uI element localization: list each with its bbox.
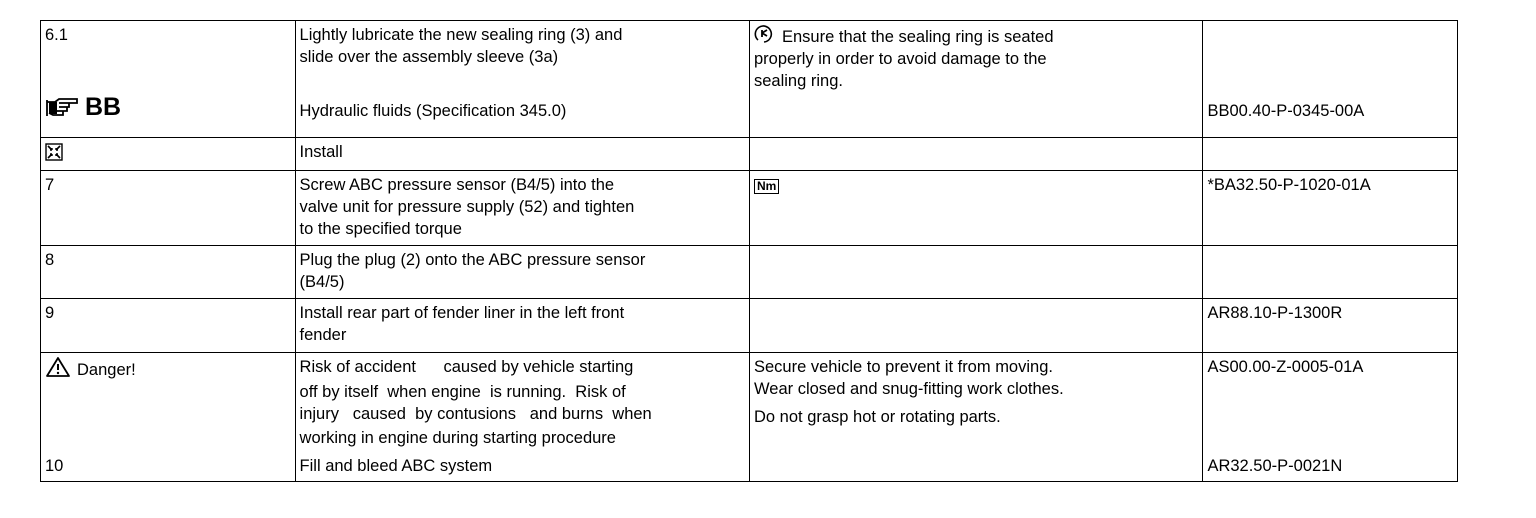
instruction-line: Lightly lubricate the new sealing ring (3) and bbox=[299, 26, 623, 44]
note-cell bbox=[750, 138, 1203, 171]
note-cell bbox=[750, 246, 1203, 299]
instruction-line: Plug the plug (2) onto the ABC pressure sensor bbox=[299, 251, 646, 269]
note-cell bbox=[750, 353, 1203, 482]
torque-icon: Nm bbox=[754, 179, 779, 194]
reference-link[interactable]: AR32.50-P-0021N bbox=[1207, 457, 1343, 475]
danger-text-line: injury caused by contusions and burns when bbox=[299, 405, 652, 423]
note-line: sealing ring. bbox=[754, 72, 843, 90]
note-cell bbox=[750, 21, 1203, 138]
step-cell bbox=[41, 171, 296, 246]
step-cell bbox=[41, 138, 296, 171]
safety-note: Do not grasp hot or rotating parts. bbox=[754, 408, 1001, 426]
table-row bbox=[41, 246, 1458, 299]
instruction-line: slide over the assembly sleeve (3a) bbox=[299, 48, 559, 66]
instruction-cell bbox=[295, 246, 749, 299]
instruction-line: Screw ABC pressure sensor (B4/5) into the bbox=[299, 176, 615, 194]
danger-text-line: off by itself when engine is running. Risk of bbox=[299, 383, 626, 401]
reference-link[interactable]: AS00.00-Z-0005-01A bbox=[1207, 358, 1364, 376]
danger-label: Danger! bbox=[77, 361, 136, 379]
instruction-cell bbox=[295, 171, 749, 246]
note-circle-icon bbox=[754, 24, 776, 44]
bb-label: BB bbox=[85, 93, 122, 121]
instruction-line: Install rear part of fender liner in the left front bbox=[299, 304, 625, 322]
safety-note: Wear closed and snug-fitting work clothes. bbox=[754, 380, 1064, 398]
instruction-line: fender bbox=[299, 326, 347, 344]
procedure-table bbox=[40, 20, 1458, 482]
step-number: 6.1 bbox=[45, 26, 68, 44]
table-row bbox=[41, 171, 1458, 246]
table-row bbox=[41, 299, 1458, 353]
reference-link[interactable]: AR88.10-P-1300R bbox=[1207, 304, 1343, 322]
note-cell bbox=[750, 171, 1203, 246]
step-number: 9 bbox=[45, 304, 55, 322]
instruction-cell bbox=[295, 21, 749, 138]
danger-label-row bbox=[45, 356, 290, 381]
note-line: properly in order to avoid damage to the bbox=[754, 50, 1047, 68]
instruction-line: (B4/5) bbox=[299, 273, 345, 291]
step-cell bbox=[41, 21, 296, 138]
instruction-line: Fill and bleed ABC system bbox=[299, 457, 493, 475]
step-cell bbox=[41, 353, 296, 482]
reference-cell bbox=[1203, 246, 1458, 299]
safety-note: Secure vehicle to prevent it from moving. bbox=[754, 358, 1053, 376]
reference-link[interactable]: BB00.40-P-0345-00A bbox=[1207, 102, 1365, 120]
step-cell bbox=[41, 246, 296, 299]
instruction-line: valve unit for pressure supply (52) and tighten bbox=[299, 198, 635, 216]
note-cell bbox=[750, 299, 1203, 353]
warning-triangle-icon bbox=[45, 356, 71, 378]
fluid-spec: Hydraulic fluids (Specification 345.0) bbox=[299, 102, 567, 120]
instruction-line: to the specified torque bbox=[299, 220, 462, 238]
danger-text-line: Risk of accident caused by vehicle starting bbox=[299, 358, 634, 376]
instruction-cell bbox=[295, 138, 749, 171]
instruction-cell bbox=[295, 353, 749, 482]
reference-link[interactable]: *BA32.50-P-1020-01A bbox=[1207, 176, 1371, 194]
step-cell bbox=[41, 299, 296, 353]
note-line: Ensure that the sealing ring is seated bbox=[782, 28, 1054, 46]
instruction-cell bbox=[295, 299, 749, 353]
reference-cell bbox=[1203, 171, 1458, 246]
table-row bbox=[41, 138, 1458, 171]
step-number: 7 bbox=[45, 176, 55, 194]
table-row bbox=[41, 21, 1458, 138]
reference-cell bbox=[1203, 21, 1458, 138]
reference-cell bbox=[1203, 353, 1458, 482]
install-icon bbox=[45, 143, 63, 161]
pointing-hand-icon bbox=[45, 96, 81, 118]
instruction-line: Install bbox=[299, 143, 343, 161]
step-number: 8 bbox=[45, 251, 55, 269]
reference-cell bbox=[1203, 299, 1458, 353]
bb-reference bbox=[45, 94, 121, 120]
step-number: 10 bbox=[45, 457, 64, 475]
danger-text-line: working in engine during starting procedure bbox=[299, 429, 616, 447]
table-row bbox=[41, 353, 1458, 482]
reference-cell bbox=[1203, 138, 1458, 171]
